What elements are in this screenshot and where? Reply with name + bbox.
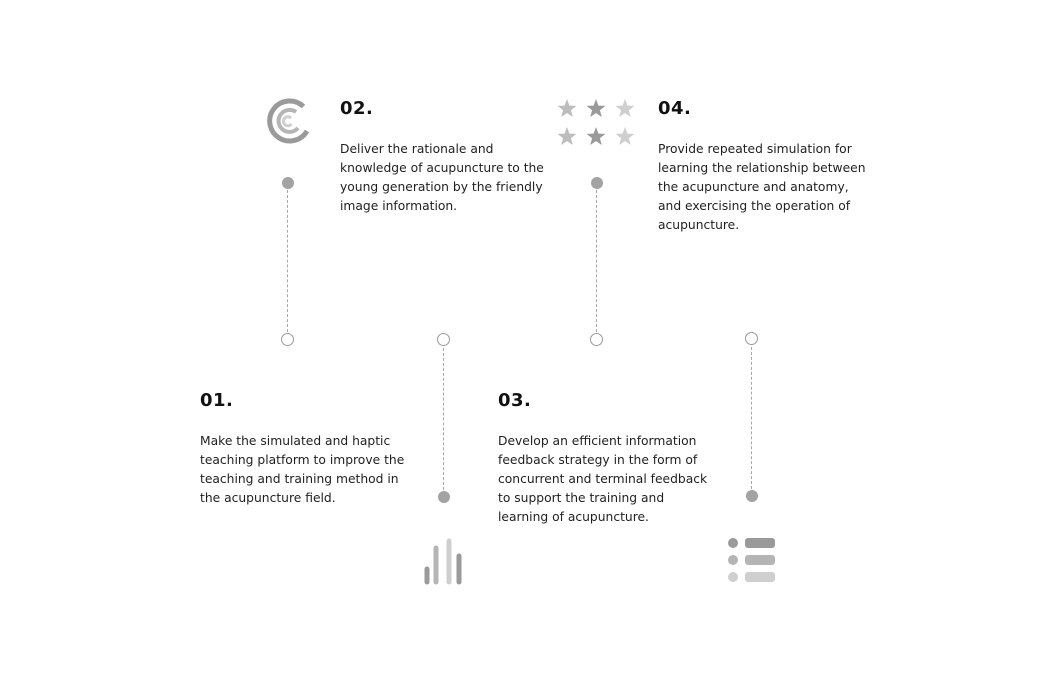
step-01-connector-ring bbox=[437, 333, 450, 346]
step-04-connector-dot bbox=[591, 177, 603, 189]
star-icon bbox=[587, 127, 606, 145]
step-03-connector-line bbox=[751, 347, 752, 489]
step-01-description: Make the simulated and haptic teaching platform to improve the teaching and training method in the acupuncture field. bbox=[200, 434, 405, 505]
concentric-arcs-icon bbox=[262, 96, 314, 146]
step-01-number: 01. bbox=[200, 390, 234, 411]
step-04-number: 04. bbox=[658, 98, 692, 119]
step-03-number: 03. bbox=[498, 390, 532, 411]
stars-grid-icon bbox=[554, 96, 640, 150]
star-icon bbox=[616, 99, 635, 117]
step-03-description: Develop an efficient information feedback strategy in the form of concurrent and terminal feedback to support the training and learning of acupuncture. bbox=[498, 434, 708, 524]
step-01-connector-line bbox=[443, 348, 444, 490]
step-02-connector-dot bbox=[282, 177, 294, 189]
list-icon bbox=[726, 536, 780, 586]
step-04-description: Provide repeated simulation for learning the relationship between the acupuncture and anatomy, and exercising the operation of acupuncture. bbox=[658, 142, 866, 232]
star-icon bbox=[616, 127, 635, 145]
step-01-connector-dot bbox=[438, 491, 450, 503]
step-02-description: Deliver the rationale and knowledge of acupuncture to the young generation by the friendly image information. bbox=[340, 142, 544, 213]
star-icon bbox=[558, 127, 577, 145]
step-02-connector-ring bbox=[281, 333, 294, 346]
step-03-connector-dot bbox=[746, 490, 758, 502]
step-03-connector-ring bbox=[745, 332, 758, 345]
star-icon bbox=[587, 99, 606, 117]
star-icon bbox=[558, 99, 577, 117]
step-04-connector-ring bbox=[590, 333, 603, 346]
step-02-connector-line bbox=[287, 190, 288, 332]
step-04-connector-line bbox=[596, 190, 597, 332]
bar-chart-icon bbox=[422, 536, 466, 586]
step-02-number: 02. bbox=[340, 98, 374, 119]
